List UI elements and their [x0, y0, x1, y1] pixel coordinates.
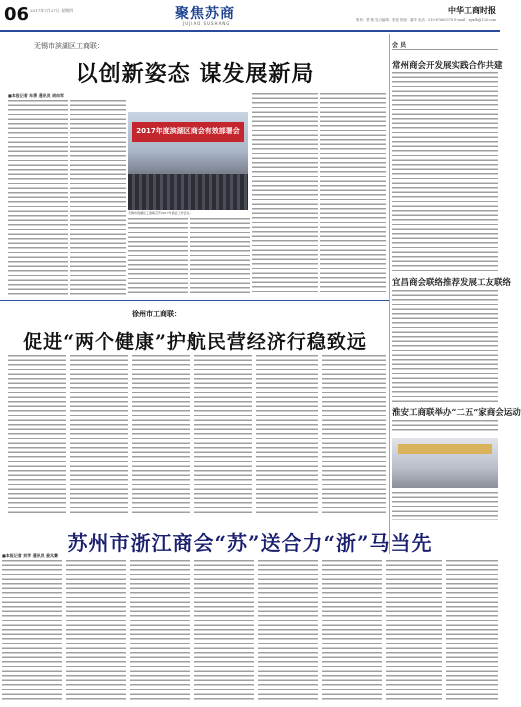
story2-text-col-2	[70, 355, 128, 515]
story2-text-col-1	[8, 355, 66, 515]
sidebar-headline-3: 淮安工商联举办“二五”家商会运动	[392, 408, 521, 418]
sidebar-text-2	[392, 290, 498, 402]
story2-rule	[0, 300, 389, 301]
lead-photo-caption: 无锡市滨湖区工商联召开2017年商会工作会议。	[128, 211, 193, 215]
lead-text-col-2	[70, 100, 126, 295]
issue-date: 2017年7月27日 星期四	[30, 8, 74, 13]
story2-text-col-6	[322, 355, 386, 515]
section-title: 聚焦苏商	[175, 6, 235, 22]
story2-text-col-3	[132, 355, 190, 515]
story3-byline: ■本报记者 刘学 通讯员 姜兆赛	[2, 553, 58, 558]
story3-text-col-6	[322, 560, 382, 700]
story3-text-col-5	[258, 560, 318, 700]
sidebar-text-1	[392, 72, 498, 272]
paper-name: 中华工商时报	[448, 6, 496, 15]
section-subtitle: JUJIAO SUSHANG	[183, 21, 231, 26]
page-header	[0, 0, 500, 30]
lead-byline: ■本报记者 牟勇 通讯员 胡向军	[8, 93, 64, 98]
story3-text-col-7	[386, 560, 442, 700]
lead-headline: 以创新姿态 谋发展新局	[75, 61, 315, 87]
sidebar-text-4	[392, 492, 498, 520]
editor-line: 策划：贾 敏 见习编辑：张悦 排版：董华 电话：010-67665578 E-mail：zgxfb@126.com	[356, 18, 496, 22]
sidebar-photo-banner	[398, 444, 492, 454]
lead-text-col-6	[320, 93, 386, 295]
sidebar-rule	[389, 34, 390, 554]
photo-banner-text: 2017年度滨湖区商会有效部署会	[136, 127, 240, 135]
page-number: 06	[4, 4, 30, 25]
lead-photo	[128, 112, 248, 210]
header-rule	[0, 30, 500, 32]
sidebar-text-3	[392, 420, 498, 432]
story3-text-col-8	[446, 560, 498, 700]
sidebar-headline-2: 宜昌商会联络推荐发展工友联络	[392, 278, 512, 288]
story3-headline: 苏州市浙江商会“苏”送合力“浙”马当先	[67, 531, 433, 555]
story3-text-col-3	[130, 560, 190, 700]
story3-text-col-4	[194, 560, 254, 700]
sidebar-photo	[392, 438, 498, 488]
story3-text-col-1	[2, 560, 62, 700]
story3-text-col-2	[66, 560, 126, 700]
sidebar-tab-rule	[392, 49, 498, 50]
story2-headline: 促进“两个健康”护航民营经济行稳致远	[23, 331, 367, 353]
story2-text-col-4	[194, 355, 252, 515]
lead-text-col-1	[8, 100, 68, 295]
lead-text-col-5	[252, 93, 318, 295]
lead-text-col-4	[190, 218, 250, 295]
sidebar-headline-1: 常州商会开发展实践合作共建	[392, 61, 503, 71]
lead-kicker: 无锡市滨湖区工商联：	[34, 42, 104, 50]
lead-text-col-3	[128, 218, 188, 295]
photo-crowd	[128, 174, 248, 210]
sidebar-tab: 会 员	[392, 42, 407, 49]
story2-kicker: 徐州市工商联：	[132, 309, 181, 318]
story2-text-col-5	[256, 355, 318, 515]
